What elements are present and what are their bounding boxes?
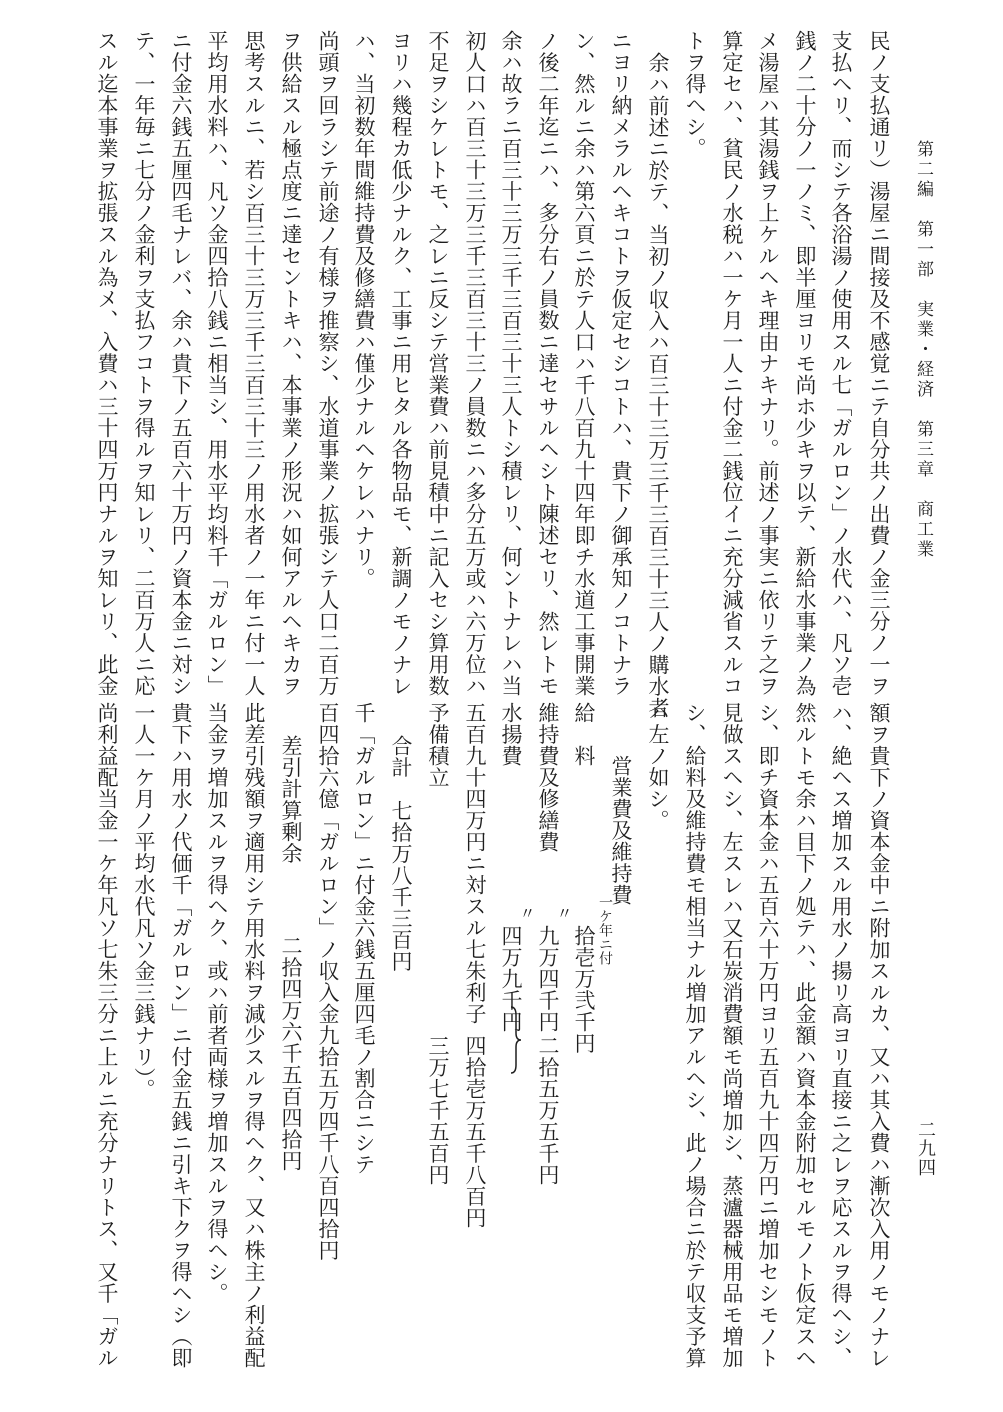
salary-amount: 拾壱万弐千円 [572, 925, 596, 1054]
text-line-u1: 民ノ支払通リ）湯屋ニ間接及不感覚ニテ自分共ノ出費ノ金三分ノ一ヲ [867, 30, 891, 697]
text-line-u19: 平均用水料ハ、凡ソ金四拾八銭ニ相当シ、用水平均料千「ガルロン」 [205, 30, 229, 697]
text-line-l4: シ、即チ資本金ハ五百六十万円ヨリ五百九十四万円ニ増加セシモノト [756, 702, 780, 1369]
pump-label: 水揚費 [499, 702, 523, 767]
total-amount: 七拾万八千三百円 [389, 800, 413, 972]
text-line-u5: 算定セハ、貧民ノ水税ハ一ケ月一人ニ付金二銭位イニ充分減省スルコ [720, 30, 744, 697]
per-year-note: 一ケ年ニ付 [597, 895, 613, 965]
text-line-u4: メ湯屋ハ其湯銭ヲ上ケルヘキ理由ナキナリ。前述ノ事実ニ依リテ之ヲ [756, 30, 780, 697]
text-line-u11: 余ハ故ラニ百三十三万三千三百三十三人トシ積レリ、何ントナレハ当 [499, 30, 523, 697]
text-line-l3: 然ルトモ余ハ目下ノ処テハ、此金額ハ資本金附加セルモノト仮定スヘ [793, 702, 817, 1369]
text-line-u14: ヨリハ幾程カ低少ナルク、工事ニ用ヒタル各物品モ、新調ノモノナレ [389, 30, 413, 697]
text-line-l5: 見做スヘシ、左スレハ又石炭消費額モ尚増加シ、蒸瀘器械用品モ増加 [720, 702, 744, 1369]
ditto-mark-2: 〃 [517, 905, 536, 921]
text-line-u12: 初人口ハ百三十三万三千三百三十三ノ員数ニハ多分五万或ハ六万位ハ [463, 30, 487, 697]
text-line-u10: ノ後二年迄ニハ、多分右ノ員数ニ達セサルヘシト陳述セリ、然レトモ [536, 30, 560, 697]
running-header: 第二編 第一部 実業・経済 第三章 商工業 [913, 140, 933, 560]
text-line-u2: 支払ヘリ、而シテ各浴湯ノ使用スル七「ガルロン」ノ水代ハ、凡ソ壱 [829, 30, 853, 697]
ditto-mark-1: 〃 [554, 905, 573, 921]
text-line-t2: 当金ヲ増加スルヲ得ヘク、或ハ前者両様ヲ増加スルヲ得ヘシ。 [205, 702, 229, 1304]
text-line-l6: シ、給料及維持費モ相当ナル増加アルヘシ、此ノ場合ニ於テ収支予算 [683, 702, 707, 1369]
income-line: 百四拾六億「ガルロン」ノ収入金九拾五万四千八百四拾円 [316, 702, 340, 1261]
interest-label: 五百九十四万円ニ対スル七朱利子 [463, 702, 487, 1025]
table-heading: 営業費及維持費 [609, 755, 633, 906]
text-line-u18: 思考スルニ、若シ百三十三万三千三百三十三ノ用水者ノ一年ニ付一人 [242, 30, 266, 697]
text-line-u22: スル迄本事業ヲ拡張スル為メ、入費ハ三十四万円ナルヲ知レリ、此金 [95, 30, 119, 697]
total-label: 合計 [389, 735, 413, 778]
pump-amount: 四万九千円 [499, 925, 523, 1033]
text-line-l1: 額ヲ貴下ノ資本金中ニ附加スルカ、又ハ其入費ハ漸次入用ノモノナレ [867, 702, 891, 1369]
text-line-u8: ニヨリ納メラルヘキコトヲ仮定セシコトハ、貴下ノ御承知ノコトナラ [609, 30, 633, 697]
text-line-u3: 銭ノ二十分ノ一ノミ、即半厘ヨリモ尚ホ少キヲ以テ、新給水事業ノ為 [793, 30, 817, 697]
page-number: 二九四 [915, 1120, 936, 1177]
text-line-u15: ハ、当初数年間維持費及修繕費ハ僅少ナルヘケレハナリ。 [352, 30, 376, 589]
rate-line: 千「ガルロン」ニ付金六銭五厘四毛ノ割合ニシテ [352, 702, 376, 1175]
text-line-l2: ハ、絶ヘス増加スル用水ノ揚リ高ヨリ直接ニ之レヲ応スルヲ得ヘシ、 [829, 702, 853, 1369]
text-line-l7: ハ左ノ如シ。 [646, 702, 670, 831]
text-line-u17: ヲ供給スル極点度ニ達セントキハ、本事業ノ形況ハ如何アルヘキカヲ [279, 30, 303, 697]
interest-amount: 四拾壱万五千八百円 [463, 1035, 487, 1229]
maint-amount: 九万四千円 [536, 925, 560, 1033]
reserve-label: 予備積立 [426, 702, 450, 788]
text-line-u16: 尚頭ヲ回ラシテ前途ノ有様ヲ推察シ、水道事業ノ拡張シテ人口二百万 [316, 30, 340, 697]
text-line-u6: トヲ得ヘシ。 [683, 30, 707, 159]
text-line-t3: 貴下ハ用水ノ代価千「ガルロン」ニ付金五銭ニ引キ下クヲ得ヘシ（即 [169, 702, 193, 1369]
text-line-u21: テ、一年毎ニ七分ノ金利ヲ支払フコトヲ得ルヲ知レリ、二百万人ニ応 [132, 30, 156, 697]
group-total: 二拾五万五千円 [536, 1035, 560, 1186]
text-line-u20: ニ付金六銭五厘四毛ナレバ、余ハ貴下ノ五百六十万円ノ資本金ニ対シ [169, 30, 193, 697]
text-line-u7: 余ハ前述ニ於テ、当初ノ収入ハ百三十三万三千三百三十三人ノ購水者 [646, 52, 670, 719]
text-line-u9: ン、然ルニ余ハ第六頁ニ於テ人口ハ千八百九十四年即チ水道工事開業 [572, 30, 596, 697]
text-line-t1: 此差引残額ヲ適用シテ用水料ヲ減少スルヲ得ヘク、又ハ株主ノ利益配 [242, 702, 266, 1369]
surplus-amount: 二拾四万六千五百四拾円 [279, 935, 303, 1172]
surplus-label: 差引計算剰余 [279, 735, 303, 864]
reserve-amount: 三万七千五百円 [426, 1035, 450, 1186]
salary-label: 給 料 [572, 702, 596, 767]
group-brace [510, 1005, 522, 1075]
text-line-u13: 不足ヲシケレトモ、之レニ反シテ営業費ハ前見積中ニ記入セシ算用数 [426, 30, 450, 697]
text-line-t5: 尚利益配当金一ケ年凡ソ七朱三分ニ上ルニ充分ナリトス、又千「ガル [95, 702, 119, 1369]
text-line-t4: 一人一ケ月ノ平均水代凡ソ金三銭ナリ）。 [132, 702, 156, 1100]
maint-label: 維持費及修繕費 [536, 702, 560, 853]
